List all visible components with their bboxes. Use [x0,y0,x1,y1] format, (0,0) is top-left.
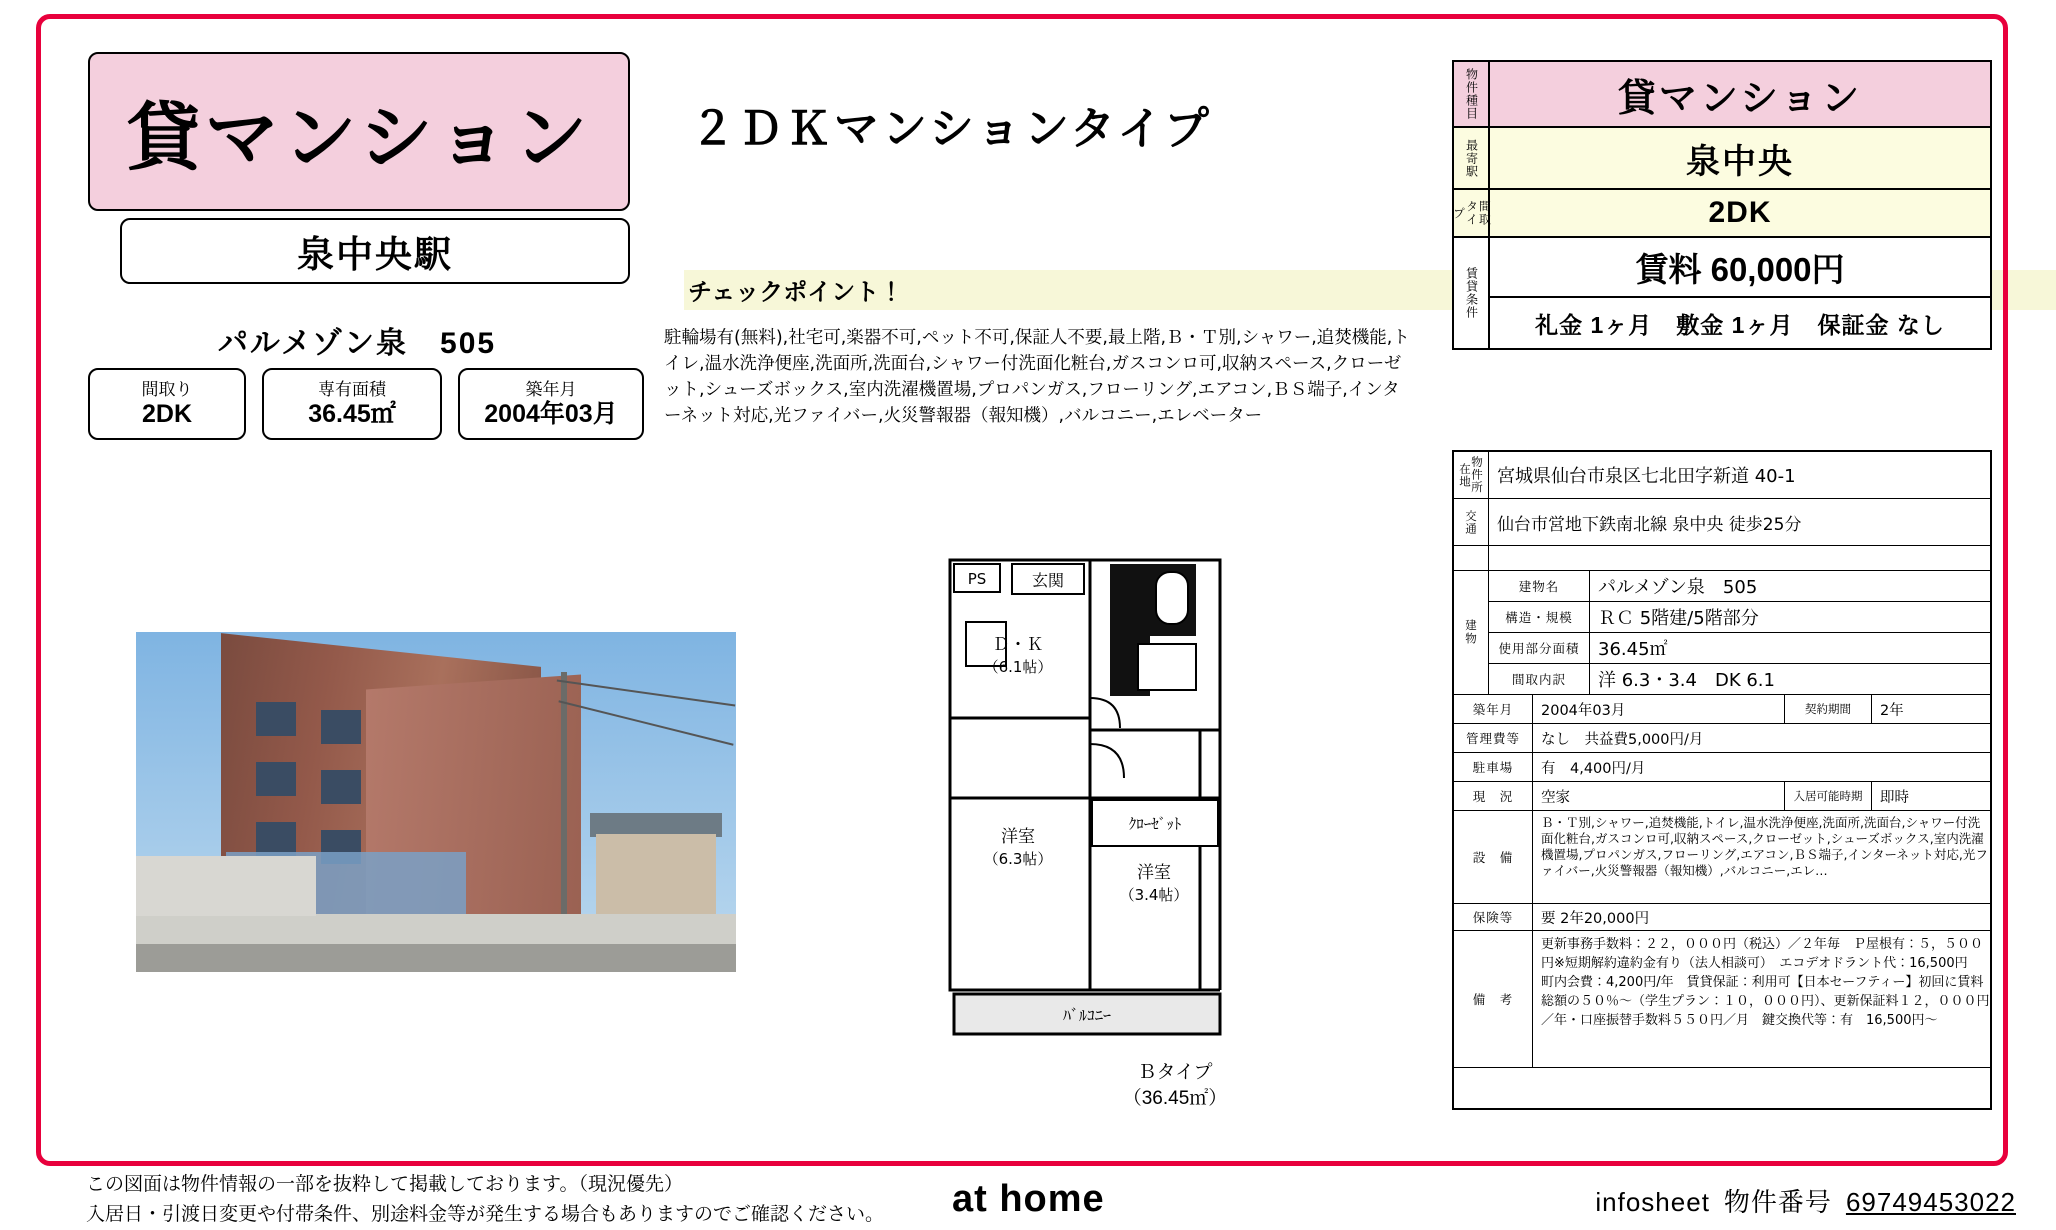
spec-layout-label: 間取り [141,380,193,399]
detail-movein-value: 即時 [1880,789,1909,806]
detail-traffic-row [1454,499,1990,546]
building-name: パルメゾン泉 505 [217,327,497,360]
summary-row-layout [1451,190,1990,238]
detail-structure-key: 構造・規模 [1489,602,1590,632]
floor-plan [940,548,1410,1048]
summary-rent-value: 賃料 60,000円 [1490,238,1990,298]
svg-text:（6.1帖）: （6.1帖） [983,658,1053,676]
summary-row-station [1454,128,1990,190]
detail-building-name-key: 建物名 [1489,571,1590,601]
summary-row-type [1454,62,1990,128]
detail-area-row [1489,633,1990,664]
station-label: 泉中央駅 [297,234,453,275]
summary-type-value: 貸マンション [1617,77,1863,120]
detail-year-key: 築年月 [1454,695,1533,723]
spec-layout-value: 2DK [141,400,192,428]
floor-plan-area: （36.45㎡） [1122,1088,1228,1109]
photo-utility-pole [561,672,567,922]
floor-plan-caption [940,1060,1410,1112]
property-type-label: 貸マンション [126,94,592,181]
svg-text:玄関: 玄関 [1031,571,1065,590]
infosheet-block [1595,1182,2016,1219]
summary-layout-value: 2DK [1708,196,1772,229]
summary-layout-label: 間取タイプ [1454,190,1490,236]
detail-movein-key: 入居可能時期 [1784,782,1872,810]
detail-remark-key: 備 考 [1454,931,1533,1067]
footer-note [86,1170,986,1230]
detail-building-name-row [1489,571,1990,602]
detail-insurance-row [1454,904,1990,931]
detail-equipment-key: 設 備 [1454,811,1533,903]
detail-parking-row [1454,753,1990,782]
plan-type-title: ２ＤＫマンションタイプ [690,103,1212,154]
detail-structure-value: ＲＣ 5階建/5階部分 [1598,608,1759,629]
photo-neighbor-house [596,834,716,914]
detail-building-block [1454,571,1990,695]
spec-area-value: 36.45㎡ [308,400,396,428]
svg-text:（3.4帖）: （3.4帖） [1119,886,1189,904]
svg-text:洋室: 洋室 [1001,827,1035,847]
detail-traffic-label: 交通 [1454,499,1489,545]
detail-address-label: 物件所在地 [1454,452,1489,498]
detail-structure-row [1489,602,1990,633]
svg-text:（6.3帖）: （6.3帖） [983,850,1053,868]
detail-equipment-value: Ｂ・Ｔ別,シャワー,追焚機能,トイレ,温水洗浄便座,洗面所,洗面台,シャワー付洗面化粧台,ガスコンロ可,収納スペース,クローゼット,シューズボックス,室内洗濯機置場,プロパンガス,フローリング,エアコン,ＢＳ端子,インターネット対応,光ファイバー,火災警報器（報知機）,バルコニー,エレ… [1541,815,1988,878]
footer-note-line2: 入居日・引渡日変更や付帯条件、別途料金等が発生する場合もありますのでご確認ください。 [86,1204,885,1225]
detail-parking-value: 有 4,400円/月 [1541,760,1646,777]
detail-area-key: 使用部分面積 [1489,633,1590,663]
station-box [120,218,630,284]
detail-parking-key: 駐車場 [1454,753,1533,781]
spec-row [88,368,644,440]
athome-logo: at home [952,1178,1105,1220]
detail-contract-value: 2年 [1880,702,1904,719]
spec-year [458,368,644,440]
detail-building-name-value: パルメゾン泉 505 [1598,577,1758,598]
property-photo [136,632,736,972]
property-number-label: 物件番号 [1723,1187,1832,1217]
svg-text:ｸﾛｰｾﾞｯﾄ: ｸﾛｰｾﾞｯﾄ [1128,815,1182,833]
photo-window [321,710,361,744]
detail-address-value: 宮城県仙台市泉区七北田字新道 40-1 [1497,466,1796,487]
checkpoint-caption: チェックポイント！ [688,279,904,306]
detail-address-row [1454,452,1990,499]
summary-station-label: 最寄駅 [1454,128,1490,188]
detail-building-label: 建物 [1454,571,1489,694]
checkpoint-text: 駐輪場有(無料),社宅可,楽器不可,ペット不可,保証人不要,最上階,Ｂ・Ｔ別,シャワー,追焚機能,トイレ,温水洗浄便座,洗面所,洗面台,シャワー付洗面化粧台,ガスコンロ可,収納スペース,クローゼット,シューズボックス,室内洗濯機置場,プロパンガス,フローリング,エアコン,ＢＳ端子,インターネット対応,光ファイバー,火災警報器（報知機）,バルコニー,エレベーター [664,328,1410,426]
detail-traffic-value-2 [1489,546,1990,570]
spec-year-value: 2004年03月 [484,400,618,428]
detail-insurance-value: 要 2年20,000円 [1541,910,1650,927]
detail-layout-value: 洋 6.3・3.4 DK 6.1 [1598,670,1775,691]
photo-window [256,762,296,796]
detail-status-value: 空家 [1541,789,1570,806]
svg-text:PS: PS [967,570,987,588]
detail-equipment-row [1454,811,1990,904]
spec-area-label: 専有面積 [318,380,386,399]
detail-remark-row [1454,931,1990,1068]
photo-fence [136,856,316,916]
summary-row-rent [1454,238,1990,348]
photo-window [256,822,296,856]
svg-text:Ｄ・Ｋ: Ｄ・Ｋ [992,635,1044,655]
detail-year-row [1454,695,1990,724]
summary-rent-label: 賃貸条件 [1454,238,1490,348]
detail-layout-row [1489,664,1990,694]
detail-layout-key: 間取内訳 [1489,664,1590,694]
detail-traffic-label-2 [1454,546,1489,570]
floor-plan-type: Ｂタイプ [1137,1062,1213,1083]
property-type-title [88,52,630,211]
svg-text:洋室: 洋室 [1137,863,1171,883]
detail-table [1452,450,1992,1110]
detail-remark-value: 更新事務手数料：２２，０００円（税込）／２年毎 Ｐ屋根有：５，５００円※短期解約違約金有り（法人相談可） エコデオドラント代：16,500円 町内会費：4,200円/年 賃貸保証：利用可【日本セーフティー】初回に賃料総額の５０％〜（学生プラン：１０，０００円）、更新保証料１２，０００円／年・口座振替手数料５５０円／月 鍵交換代等：有 16,500円〜 [1541,937,1990,1028]
property-number-value: 69749453022 [1845,1187,2016,1217]
infosheet-label: infosheet [1595,1187,1710,1217]
detail-traffic-row-2 [1454,546,1990,571]
detail-year-value: 2004年03月 [1541,702,1626,719]
spec-year-label: 築年月 [525,380,577,399]
summary-fees-value: 礼金 1ヶ月 敷金 1ヶ月 保証金 なし [1535,311,1945,338]
footer-note-line1: この図面は物件情報の一部を抜粋して掲載しております。（現況優先） [86,1174,683,1195]
detail-mgmt-value: なし 共益費5,000円/月 [1541,731,1704,748]
summary-table [1452,60,1992,350]
detail-status-key: 現 況 [1454,782,1533,810]
detail-traffic-value: 仙台市営地下鉄南北線 泉中央 徒歩25分 [1497,514,1802,535]
detail-insurance-key: 保険等 [1454,904,1533,930]
photo-window [321,770,361,804]
svg-text:ﾊﾞﾙｺﾆｰ: ﾊﾞﾙｺﾆｰ [1062,1006,1112,1025]
detail-status-row [1454,782,1990,811]
detail-area-value: 36.45㎡ [1598,639,1668,660]
detail-mgmt-row [1454,724,1990,753]
spec-layout [88,368,246,440]
detail-mgmt-key: 管理費等 [1454,724,1533,752]
summary-station-value: 泉中央 [1686,142,1794,181]
photo-window [256,702,296,736]
summary-type-label: 物件種目 [1454,62,1490,126]
detail-contract-key: 契約期間 [1784,695,1872,723]
photo-road [136,944,736,972]
spec-area [262,368,442,440]
